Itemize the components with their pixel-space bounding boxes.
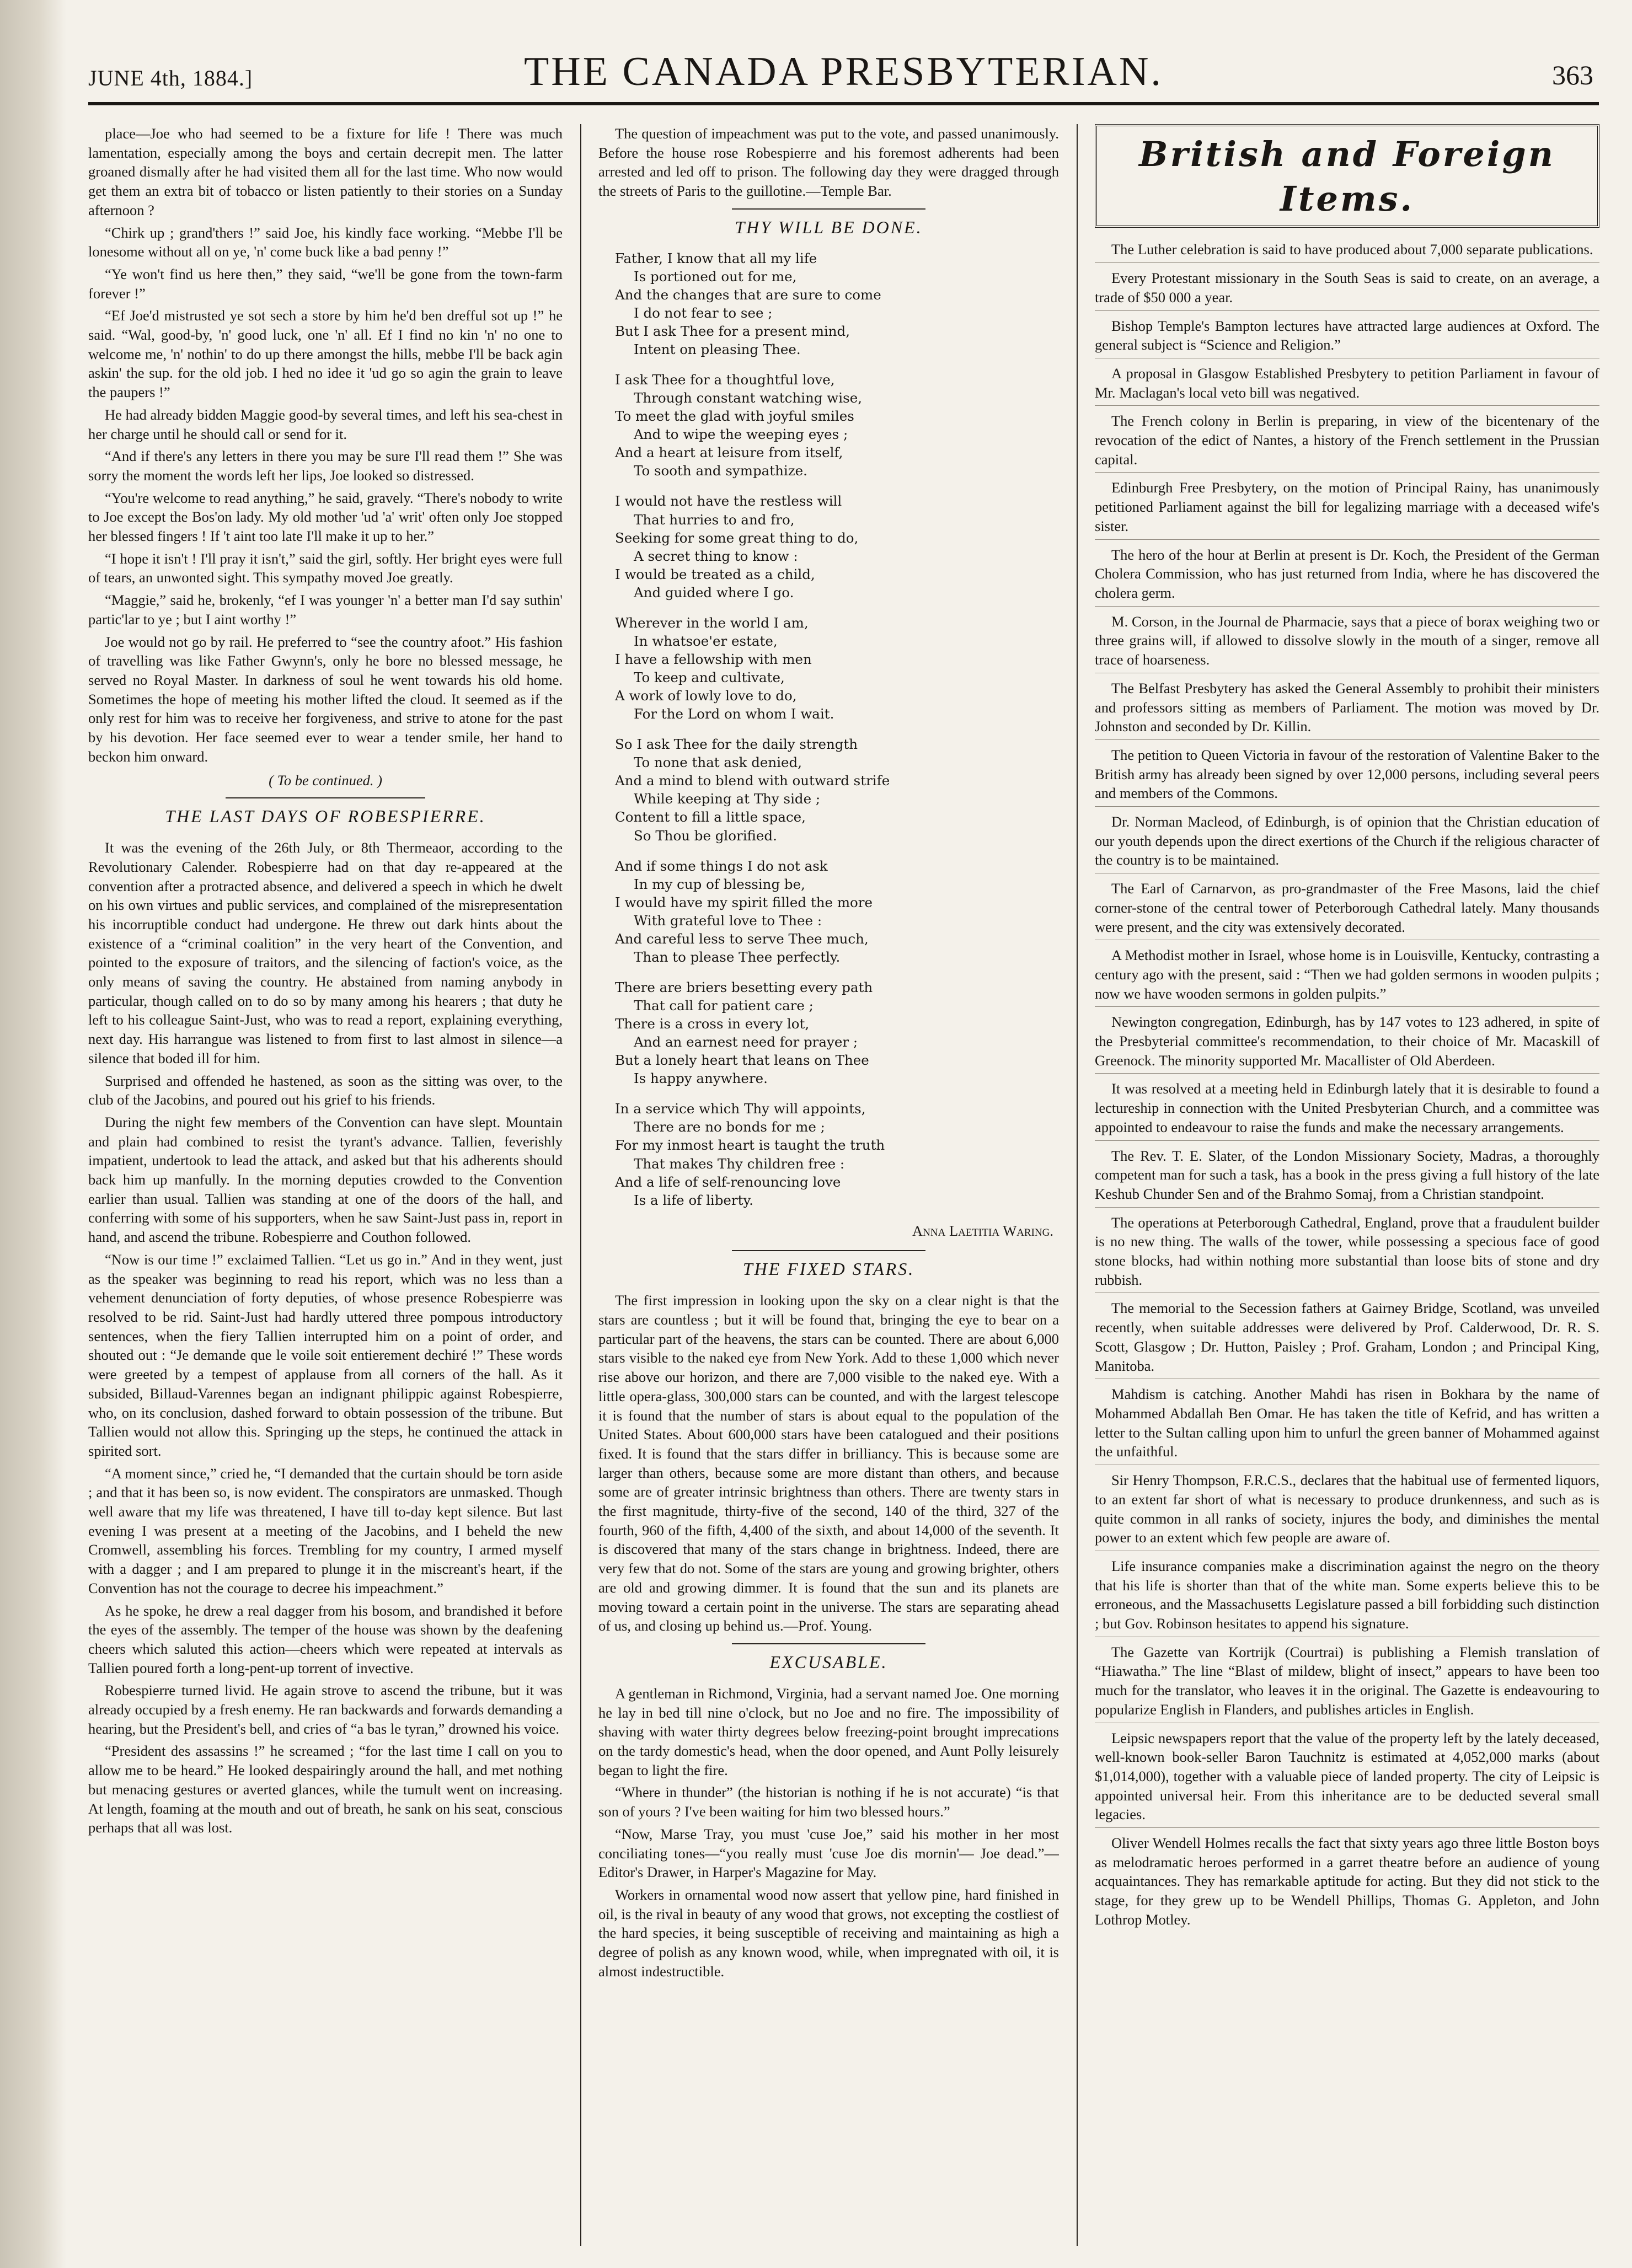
news-item: Life insurance companies make a discrimination against the negro on the theory that his life is shorter than that of the white man. Some experts believe this to be erroneous, and the Massachusetts Legislature passed a bill forbidding such distinction ; but Gov. Robinson hesitates to append his signature. — [1095, 1554, 1599, 1637]
serial-story — [88, 124, 563, 766]
poem-line: And a heart at leisure from itself, — [615, 444, 843, 461]
poem-line: In whatsoe'er estate, — [634, 632, 778, 649]
poem-line: To none that ask denied, — [634, 754, 802, 771]
news-item: M. Corson, in the Journal de Pharmacie, says that a piece of borax weighing two or three grains will, if allowed to dissolve slowly in the mouth of a singer, remove all trace of hoarseness. — [1095, 610, 1599, 673]
poem-line: And the changes that are sure to come — [615, 286, 881, 303]
poem-line: So Thou be glorified. — [634, 827, 777, 844]
poem-stanza — [615, 371, 1059, 480]
poem-line: With grateful love to Thee : — [634, 912, 822, 929]
masthead — [88, 28, 1599, 105]
poem-line: Is a life of liberty. — [634, 1192, 753, 1208]
poem-line: I ask Thee for a thoughtful love, — [615, 372, 835, 388]
poem — [598, 249, 1059, 1209]
poem-line: I have a fellowship with men — [615, 651, 812, 667]
column-rule — [1077, 124, 1078, 2246]
news-item: Mahdism is catching. Another Mahdi has risen in Bokhara by the name of Mohammed Abdallah Ben Omar. He has taken the title of Kefrid, and has written a letter to the Sultan calling upon him to unfurl the green banner of Mohammed against the unfaithful. — [1095, 1382, 1599, 1465]
poem-line: Is portioned out for me, — [634, 268, 797, 285]
poem-stanza — [615, 978, 1059, 1087]
poem-line: In a service which Thy will appoints, — [615, 1101, 866, 1117]
news-item: The Rev. T. E. Slater, of the London Missionary Society, Madras, a thoroughly competent man for such a task, has a book in the press giving a full history of the late Keshub Chunder Sen and of the Brahmo Somaj, from a Christian standpoint. — [1095, 1144, 1599, 1208]
poem-line: And a mind to blend with outward strife — [615, 773, 890, 789]
story-paragraph: Joe would not go by rail. He preferred to “see the country afoot.” His fashion of travelling was like Father Gwynn's, only he bore no blessed message, he served no Royal Master. In darkness of soul he went towards his old home. Sometimes the hope of meeting his mother lifted the cloud. It seemed as if the only rest for him was to receive her forgiveness, and strive to atone for the past by his devotion. Her face seemed ever to wear a tender smile, her hand to beckon him onward. — [88, 633, 563, 765]
poem-stanza — [615, 249, 1059, 358]
news-item: Edinburgh Free Presbytery, on the motion of Principal Rainy, has unanimously petitioned Parliament against the bill for legalizing marriage with a deceased wife's sister. — [1095, 476, 1599, 539]
excusable-paragraph: A gentleman in Richmond, Virginia, had a servant named Joe. One morning he lay in bed till nine o'clock, but no Joe and no fire. The impossibility of shaving with water thirty degrees below freezing-point brought imprecations on the tardy domestic's head, when the door opened, and Aunt Polly leisurely began to light the fire. — [598, 1685, 1059, 1778]
poem-line: I would be treated as a child, — [615, 566, 815, 582]
news-item: Newington congregation, Edinburgh, has by 147 votes to 123 adhered, in spite of the Presbyterial committee's recommendation, to their choice of Mr. Macaskill of Greenock. The minority supported Mr. Macallister of Old Aberdeen. — [1095, 1010, 1599, 1074]
poem-line: So I ask Thee for the daily strength — [615, 736, 858, 753]
poem-line: But I ask Thee for a present mind, — [615, 323, 850, 339]
story-paragraph: “Ye won't find us here then,” they said, “we'll be gone from the town-farm forever !” — [88, 265, 563, 302]
fixed-stars-article: The first impression in looking upon the sky on a clear night is that the stars are countless ; but it will be found that, bringing the eye to bear on a particular part of the heavens, the stars can be counted. There are about 6,000 stars visible to the naked eye from New York. Add to these 1,000 which never rise above our horizon, and there are 7,000 visible to the naked eye. With a little opera-glass, 300,000 stars can be counted, and with the largest telescope it is found that the number of stars is about equal to the population of the United States. About 600,000 stars have been catalogued and their positions fixed. It is found that the stars differ in brilliancy. This is because some are larger than others, because some are more distant than others, and because some are of greater intrinsic brightness than others. There are twenty stars in the first magnitude, thirty-five of the second, 140 of the third, 327 of the fourth, 960 of the fifth, 4,400 of the sixth, and about 14,000 of the seventh. It is discovered that many of the stars change in brightness. Indeed, there are very few that do not. Some of the stars are young and growing brighter, others are old and growing dimmer. It is found that the sun and its planets are moving toward a certain point in the universe. The stars are separating ahead of us, and closing up behind us.—Prof. Young. — [598, 1292, 1059, 1634]
section-divider — [732, 208, 925, 210]
poem-line: While keeping at Thy side ; — [634, 791, 821, 807]
story-paragraph: place—Joe who had seemed to be a fixture for life ! There was much lamentation, especially among the boys and certain decrepit men. The latter groaned dismally after he had visited them all for the last time. Who now would get them an extra bit of tobacco or listen patiently to their stories on a Sunday afternoon ? — [88, 125, 563, 218]
news-item: The operations at Peterborough Cathedral, England, prove that a fraudulent builder is no new thing. The walls of the tower, while possessing a specious face of good stone blocks, had within nothing more substantial than loose bits of stone and dry rubbish. — [1095, 1211, 1599, 1294]
poem-line: For my inmost heart is taught the truth — [615, 1137, 885, 1154]
poem-line: For the Lord on whom I wait. — [634, 706, 834, 722]
poem-line: Seeking for some great thing to do, — [615, 529, 859, 546]
poem-heading: THY WILL BE DONE. — [735, 217, 923, 237]
story-paragraph: “And if there's any letters in there you may be sure I'll read them !” She was sorry the moment the words left her lips, Joe looked so distressed. — [88, 448, 563, 484]
robespierre-paragraph: Robespierre turned livid. He again strove to ascend the tribune, but it was already occupied by a fresh enemy. He ran backwards and forwards demanding a hearing, but the President's bell, and cries of “a bas le tyran,” drowned his voice. — [88, 1682, 563, 1737]
poem-line: In my cup of blessing be, — [634, 876, 805, 892]
poem-line: I would not have the restless will — [615, 493, 842, 510]
page-number: 363 — [1552, 60, 1593, 90]
poem-line: To meet the glad with joyful smiles — [615, 408, 854, 425]
robespierre-paragraph: It was the evening of the 26th July, or 8th Thermeaor, according to the Revolutionary Calender. Robespierre had on that day re-appeared at the convention after a protracted absence, and delivered a speech in which he dwelt on his own virtues and public services, and complained of the misrepresentation his incorruptible conduct had undergone. He threw out dark hints about the existence of a “criminal coalition” in the very heart of the Convention, and pointed to the exposure of traitors, and the silencing of faction's voice, as the only means of saving the country. He abstained from naming anybody in particular, though called on to do so by many among his hearers ; that duty he left to his colleague Saint-Just, who was to read a report, explaining everything, next day. His harrangue was listened to from first to last almost in silence—a silence that boded ill for him. — [88, 839, 563, 1066]
poem-line: Content to fill a little space, — [615, 809, 806, 825]
robespierre-paragraph: During the night few members of the Convention can have slept. Mountain and plain had combined to resist the tyrant's advance. Tallien, feverishly impatient, undertook to lead the attack, and asked but that his adherents should back him up manfully. In the morning deputies crowded to the Convention earlier than usual. Tallien was standing at one of the doors of the hall, and conferring with some of his supporters, when he saw Saint-Just pass in, report in hand, and ascend the tribune. Robespierre and Couthon followed. — [88, 1113, 563, 1246]
excusable-paragraph: “Now, Marse Tray, you must 'cuse Joe,” said his mother in her most conciliating tones—“you really must 'cuse Joe dis mornin'— Joe dead.”—Editor's Drawer, in Harper's Magazine for May. — [598, 1825, 1059, 1881]
poem-author: Anna Laetitia Waring. — [912, 1222, 1053, 1239]
poem-line: And if some things I do not ask — [615, 857, 828, 874]
poem-line: Than to please Thee perfectly. — [634, 948, 841, 965]
news-item: A proposal in Glasgow Established Presbytery to petition Parliament in favour of Mr. Maclagan's local veto bill was negatived. — [1095, 362, 1599, 406]
poem-line: Father, I know that all my life — [615, 250, 817, 266]
page-binding-edge — [0, 0, 66, 2268]
robespierre-paragraph: “President des assassins !” he screamed ; “for the last time I call on you to allow me to be heard.” He looked despairingly around the hall, and met nothing but menacing gestures or averted glances, while the tumult went on increasing. At length, foaming at the mouth and out of breath, he sank on his seat, conscious perhaps that all was lost. — [88, 1742, 563, 1836]
column-two — [598, 124, 1059, 2246]
poem-line: That hurries to and fro, — [634, 511, 795, 528]
news-item: The petition to Queen Victoria in favour of the restoration of Valentine Baker to the British army has already been signed by over 12,000 persons, including several peers and members of the Commons. — [1095, 743, 1599, 807]
issue-date: JUNE 4th, 1884.] — [88, 66, 253, 90]
poem-stanza — [615, 1100, 1059, 1209]
poem-line: And a life of self-renouncing love — [615, 1173, 841, 1190]
poem-line: That call for patient care ; — [634, 998, 814, 1014]
poem-line: A secret thing to know : — [634, 548, 798, 564]
excusable-paragraph: “Where in thunder” (the historian is nothing if he is not accurate) “is that son of yours ? I've been waiting for him two blessed hours.” — [598, 1784, 1059, 1820]
poem-line: And an earnest need for prayer ; — [634, 1034, 858, 1050]
news-item: It was resolved at a meeting held in Edinburgh lately that it is desirable to found a lectureship in connection with the United Presbyterian Church, and a committee was appointed to endeavour to raise the funds and make the necessary arrangements. — [1095, 1077, 1599, 1140]
column-one — [88, 124, 563, 2246]
poem-line: There are briers besetting every path — [615, 979, 873, 995]
poem-stanza — [615, 614, 1059, 723]
to-be-continued: ( To be continued. ) — [269, 771, 382, 789]
story-paragraph: He had already bidden Maggie good-by several times, and left his sea-chest in her charge until he should call or send for it. — [88, 406, 563, 442]
story-paragraph: “Ef Joe'd mistrusted ye sot sech a store by him he'd ben drefful sot up !” he said. “Wal, good-by, 'n' good luck, one 'n' all. Ef I find no kin 'n' no one to welcome me, 'n' nothin' to do up there amongst the hills, mebbe I'll be back agin askin' the sup. for the old job. I hed no idee it 'ud go so agin the grain to leave the paupers !” — [88, 307, 563, 401]
poem-line: Intent on pleasing Thee. — [634, 341, 801, 358]
excusable-heading: EXCUSABLE. — [769, 1652, 888, 1672]
poem-line: There is a cross in every lot, — [615, 1016, 810, 1032]
fixed-stars-heading: THE FIXED STARS. — [742, 1259, 915, 1279]
robespierre-paragraph: “A moment since,” cried he, “I demanded that the curtain should be torn aside ; and that it has been so, is now evident. The conspirators are unmasked. Though well aware that my life was threatened, I have till to-day kept silence. But last evening I was present at a meeting of the Jacobins, and I beheld the new Cromwell, assembling his forces. Trembling for my country, I armed myself with a dagger ; and I am prepared to plunge it in the miscreant's heart, if the Convention has not the courage to decree his impeachment.” — [88, 1465, 563, 1596]
news-item: The Earl of Carnarvon, as pro-grandmaster of the Free Masons, laid the chief corner-stone of the central tower of Peterborough Cathedral lately. Many thousands were present, and the city was extensively decorated. — [1095, 877, 1599, 940]
column-rule — [580, 124, 581, 2246]
news-item: The Belfast Presbytery has asked the General Assembly to prohibit their ministers and professors sitting as members of Parliament. The motion was moved by Dr. Johnston and seconded by Dr. Killin. — [1095, 677, 1599, 740]
story-paragraph: “Chirk up ; grand'thers !” said Joe, his kindly face working. “Mebbe I'll be lonesome without all on ye, 'n' come buck like a bad penny !” — [88, 224, 563, 260]
news-item: The memorial to the Secession fathers at Gairney Bridge, Scotland, was unveiled recently, when suitable addresses were delivered by Prof. Calderwood, Dr. R. S. Scott, Glasgow ; Dr. Hutton, Paisley ; Prof. Graham, London ; and Principal King, Manitoba. — [1095, 1296, 1599, 1379]
excusable-paragraph: Workers in ornamental wood now assert that yellow pine, hard finished in oil, is the rival in beauty of any wood that grows, not excepting the costliest of the hard species, it being susceptible of receiving and maintaining as high a degree of polish as any known wood, while, when impregnated with oil, it is almost indestructible. — [598, 1886, 1059, 1980]
robespierre-heading: THE LAST DAYS OF ROBESPIERRE. — [165, 806, 486, 827]
section-divider — [226, 797, 425, 798]
poem-line: That makes Thy children free : — [634, 1155, 845, 1172]
news-item: Leipsic newspapers report that the value of the property left by the lately deceased, well-known book-seller Baron Tauchnitz is estimated at 4,052,000 marks (about $1,014,000), together with a valuable piece of landed property. The city of Leipsic is appointed universal heir. From this inheritance are to be deducted several small legacies. — [1095, 1727, 1599, 1829]
story-paragraph: “I hope it isn't ! I'll pray it isn't,” said the girl, softly. Her bright eyes were full of tears, an unwonted sight. This sympathy moved Joe greatly. — [88, 550, 563, 586]
robespierre-article — [88, 838, 563, 1837]
poem-line: But a lonely heart that leans on Thee — [615, 1052, 869, 1069]
news-item: Every Protestant missionary in the South Seas is said to create, on an average, a trade of $50 000 a year. — [1095, 266, 1599, 310]
column-three — [1095, 124, 1599, 2246]
story-paragraph: “You're welcome to read anything,” he said, gravely. “There's nobody to write to Joe except the Bos'on lady. My old mother 'ud 'a' writ' often only Joe stopped her blessed fingers ! If 't aint too late I'll make it up to her.” — [88, 489, 563, 545]
story-paragraph: “Maggie,” said he, brokenly, “ef I was younger 'n' a better man I'd say suthin' partic'lar to ye ; but I aint worthy !” — [88, 592, 563, 628]
section-divider — [732, 1643, 925, 1644]
news-items-list — [1095, 238, 1599, 1932]
poem-line: A work of lowly love to do, — [615, 688, 797, 704]
poem-line: And guided where I go. — [634, 584, 794, 600]
poem-line: I would have my spirit filled the more — [615, 894, 873, 910]
robespierre-paragraph: Surprised and offended he hastened, as soon as the sitting was over, to the club of the Jacobins, and poured out his grief to his friends. — [88, 1072, 563, 1108]
british-foreign-items-heading: British and Foreign Items. — [1095, 124, 1599, 228]
poem-line: To sooth and sympathize. — [634, 463, 807, 479]
impeachment-paragraph: The question of impeachment was put to the vote, and passed unanimously. Before the house rose Robespierre and his foremost adherents had been arrested and led off to prison. The following day they were dragged through the streets of Paris to the guillotine.—Temple Bar. — [598, 125, 1059, 200]
poem-stanza — [615, 735, 1059, 844]
news-item: Sir Henry Thompson, F.R.C.S., declares that the habitual use of fermented liquors, to an extent far short of what is necessary to produce drunkenness, and such as is quite common in all ranks of society, injures the body, and diminishes the mental power to an extent which few people are aware of. — [1095, 1468, 1599, 1551]
news-item: The Gazette van Kortrijk (Courtrai) is publishing a Flemish translation of “Hiawatha.” The line “Blast of mildew, blight of insect,” appears to have been too much for the translator, who leaves it in the original. The Gazette is endeavouring to popularize English in Flanders, and publishes articles in English. — [1095, 1640, 1599, 1723]
newspaper-title: THE CANADA PRESBYTERIAN. — [524, 49, 1163, 94]
news-item: Bishop Temple's Bampton lectures have attracted large audiences at Oxford. The general subject is “Science and Religion.” — [1095, 314, 1599, 358]
poem-line: And to wipe the weeping eyes ; — [634, 426, 848, 443]
poem-line: Is happy anywhere. — [634, 1070, 768, 1087]
news-item: Dr. Norman Macleod, of Edinburgh, is of opinion that the Christian education of our youth depends upon the direct exertions of the Church if the religious character of the country is to be maintained. — [1095, 810, 1599, 873]
news-item: Oliver Wendell Holmes recalls the fact that sixty years ago three little Boston boys as melodramatic heroes performed in a garret theatre before an audience of young acquaintances. They has remarkable aptitude for acting. But they did not stick to the stage, for they grew up to be Wendell Phillips, Thomas G. Appleton, and John Lothrop Motley. — [1095, 1835, 1599, 1928]
poem-line: There are no bonds for me ; — [634, 1119, 825, 1135]
poem-stanza — [615, 492, 1059, 601]
poem-line: I do not fear to see ; — [634, 304, 773, 321]
excusable-article — [598, 1684, 1059, 1981]
poem-line: Through constant watching wise, — [634, 390, 862, 406]
robespierre-paragraph: “Now is our time !” exclaimed Tallien. “Let us go in.” And in they went, just as the speaker was beginning to read his report, which was no less than a vehement denunciation of forty deputies, of whose presence Robespierre was resolved to be rid. Saint-Just had hardly uttered three pompous introductory sentences, when the fiery Tallien interrupted him on a point of order, and shouted out : “Je demande que le voile soit entierement dechiré !” These words were greeted by a tempest of applause from all corners of the hall. As it subsided, Billaud-Varennes began an indignant philippic against Robespierre, who, on its conclusion, dashed forward to obtain possession of the tribune. But Tallien would not allow this. Springing up the steps, he continued the attack in spirited sort. — [88, 1251, 563, 1459]
poem-line: And careful less to serve Thee much, — [615, 930, 869, 947]
news-item: A Methodist mother in Israel, whose home is in Louisville, Kentucky, contrasting a century ago with the present, said : “Then we had golden sermons in wooden pulpits ; now we have wooden sermons in golden pulpits.” — [1095, 943, 1599, 1007]
news-item: The French colony in Berlin is preparing, in view of the bicentenary of the revocation of the edict of Nantes, a history of the French settlement in the Prussian capital. — [1095, 409, 1599, 473]
section-divider — [732, 1250, 925, 1251]
robespierre-paragraph: As he spoke, he drew a real dagger from his bosom, and brandished it before the eyes of the assembly. The temper of the house was shown by the deafening cheers which saluted this action—cheers which were repeated at intervals as Tallien poured forth a long-pent-up torrent of invective. — [88, 1602, 563, 1676]
news-item: The Luther celebration is said to have produced about 7,000 separate publications. — [1095, 238, 1599, 263]
poem-line: Wherever in the world I am, — [615, 614, 809, 631]
poem-line: To keep and cultivate, — [634, 669, 785, 686]
news-item: The hero of the hour at Berlin at present is Dr. Koch, the President of the German Cholera Commission, who has just returned from India, where he has discovered the cholera germ. — [1095, 543, 1599, 607]
poem-stanza — [615, 857, 1059, 966]
